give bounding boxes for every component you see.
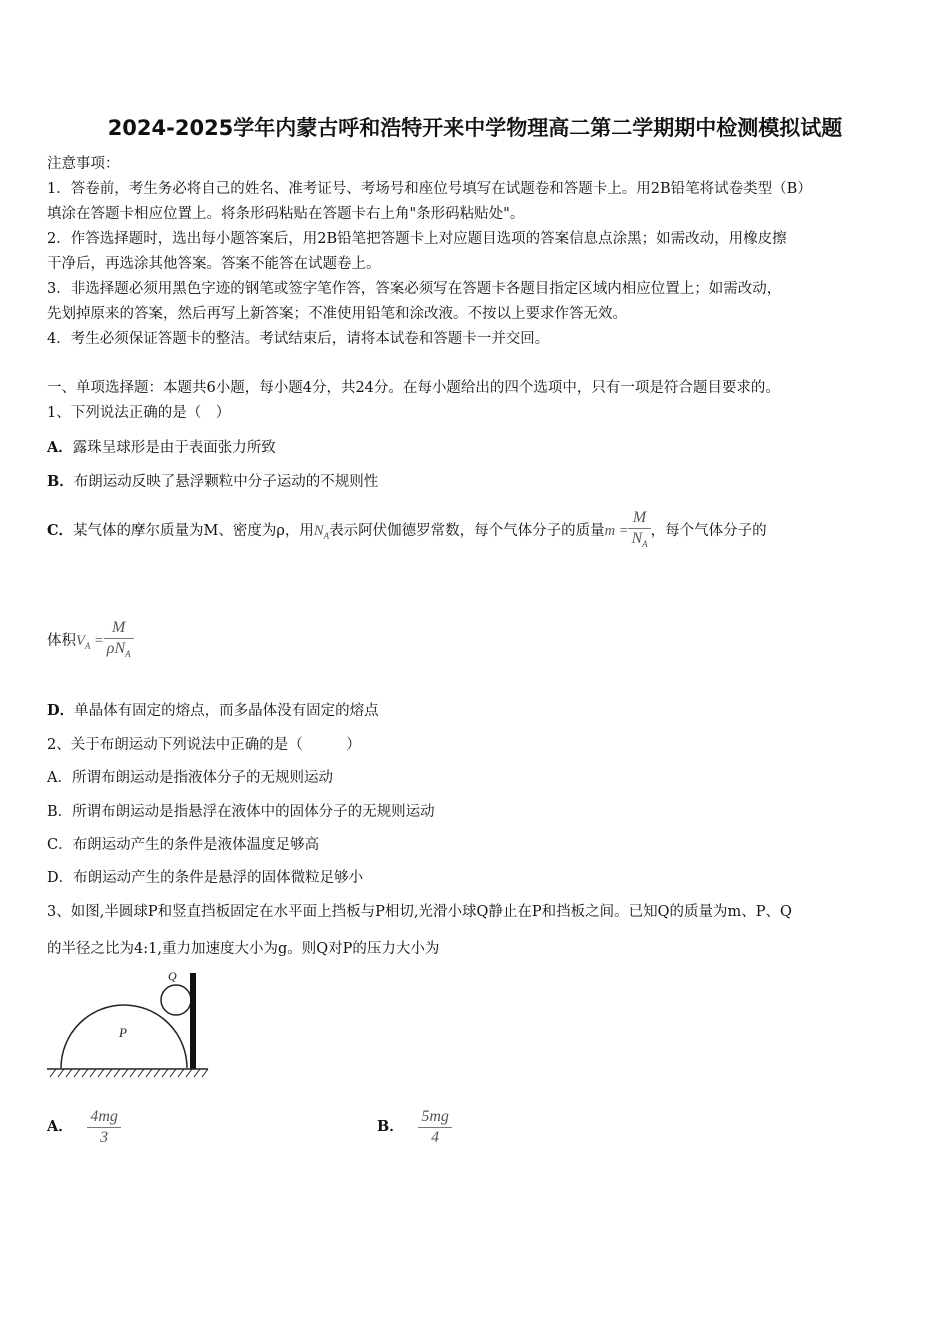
- q1-option-c-volume: [47, 616, 134, 666]
- option-text: ，每个气体分子的: [650, 523, 767, 539]
- notice-heading: 注意事项：: [47, 156, 120, 172]
- option-b-fraction: $\frac{5mg}{4}$: [418, 1107, 452, 1148]
- notice-line: 2．作答选择题时，选出每小题答案后，用2B铅笔把答题卡上对应题目选项的答案信息点涂黑；如需改动，用橡皮擦: [47, 231, 787, 247]
- q1-option-d: [47, 699, 379, 720]
- q1-option-a: [47, 436, 276, 457]
- option-text: 单晶体有固定的熔点，而多晶体没有固定的熔点: [74, 703, 379, 719]
- q2-stem: 2、关于布朗运动下列说法中正确的是（ ）: [47, 737, 361, 753]
- notice-line: 4．考生必须保证答题卡的整洁。考试结束后，请将本试卷和答题卡一并交回。: [47, 331, 550, 347]
- q3-option-b: [377, 1102, 452, 1152]
- option-text: 露珠呈球形是由于表面张力所致: [72, 440, 276, 456]
- option-label: B．: [47, 473, 74, 490]
- option-text: 某气体的摩尔质量为M、密度为ρ，用: [73, 523, 314, 539]
- option-label: B．: [377, 1118, 404, 1135]
- q3-stem-line1: 3、如图,半圆球P和竖直挡板固定在水平面上挡板与P相切,光滑小球Q静止在P和挡板之间。已知Q的质量为m、P、Q: [47, 904, 792, 920]
- option-label: A．: [47, 1118, 73, 1135]
- ball-q: [161, 985, 191, 1015]
- notice-line: 1．答卷前，考生务必将自己的姓名、准考证号、考场号和座位号填写在试题卷和答题卡上。用2B铅笔将试卷类型（B）: [47, 181, 812, 197]
- q2-option-a: A．所谓布朗运动是指液体分子的无规则运动: [47, 770, 333, 786]
- avogadro-symbol: $N_A$: [313, 523, 330, 541]
- option-label: C．: [47, 522, 74, 539]
- label-q: Q: [168, 969, 177, 983]
- mass-formula-lhs: m =: [604, 523, 629, 539]
- notice-line: 干净后，再选涂其他答案。答案不能答在试题卷上。: [47, 256, 381, 272]
- option-text: 布朗运动反映了悬浮颗粒中分子运动的不规则性: [73, 474, 379, 490]
- option-label: D．: [47, 702, 75, 719]
- vertical-board: [190, 973, 196, 1069]
- notice-line: 先划掉原来的答案，然后再写上新答案；不准使用铅笔和涂改液。不按以上要求作答无效。: [47, 306, 627, 322]
- page-title: 2024-2025学年内蒙古呼和浩特开来中学物理高二第二学期期中检测模拟试题: [107, 116, 843, 140]
- notice-line: 3．非选择题必须用黑色字迹的钢笔或签字笔作答，答案必须写在答题卡各题目指定区域内相应位置上；如需改动，: [47, 281, 782, 297]
- section-heading: 一、单项选择题：本题共6小题，每小题4分，共24分。在每小题给出的四个选项中，只有一项是符合题目要求的。: [47, 380, 780, 396]
- q1-stem: 1、下列说法正确的是（ ）: [47, 405, 231, 421]
- ground-hatching: [50, 1069, 208, 1077]
- volume-formula-fraction: $\frac{M}{\rho N_A}$: [104, 618, 134, 664]
- notice-line: 填涂在答题卡相应位置上。将条形码粘贴在答题卡右上角"条形码粘贴处"。: [47, 206, 525, 222]
- label-p: P: [119, 1025, 127, 1040]
- q2-option-c: C．布朗运动产生的条件是液体温度足够高: [47, 837, 320, 853]
- q3-stem-line2: 的半径之比为4:1,重力加速度大小为g。则Q对P的压力大小为: [47, 941, 440, 957]
- q3-option-a: [47, 1102, 121, 1152]
- option-label: A．: [47, 439, 73, 456]
- option-a-fraction: $\frac{4mg}{3}$: [87, 1107, 121, 1148]
- option-text: 表示阿伏伽德罗常数，每个气体分子的质量: [329, 523, 605, 539]
- q2-option-b: B．所谓布朗运动是指悬浮在液体中的固体分子的无规则运动: [47, 804, 435, 820]
- q1-option-b: [47, 470, 378, 491]
- q2-option-d: D．布朗运动产生的条件是悬浮的固体微粒足够小: [47, 870, 364, 886]
- volume-symbol: $V_A$ =: [76, 633, 104, 651]
- q3-figure: [44, 965, 214, 1080]
- option-text: 体积: [47, 633, 76, 649]
- mass-formula-fraction: $\frac{M}{N_A}$: [628, 508, 650, 554]
- q1-option-c: [47, 503, 767, 559]
